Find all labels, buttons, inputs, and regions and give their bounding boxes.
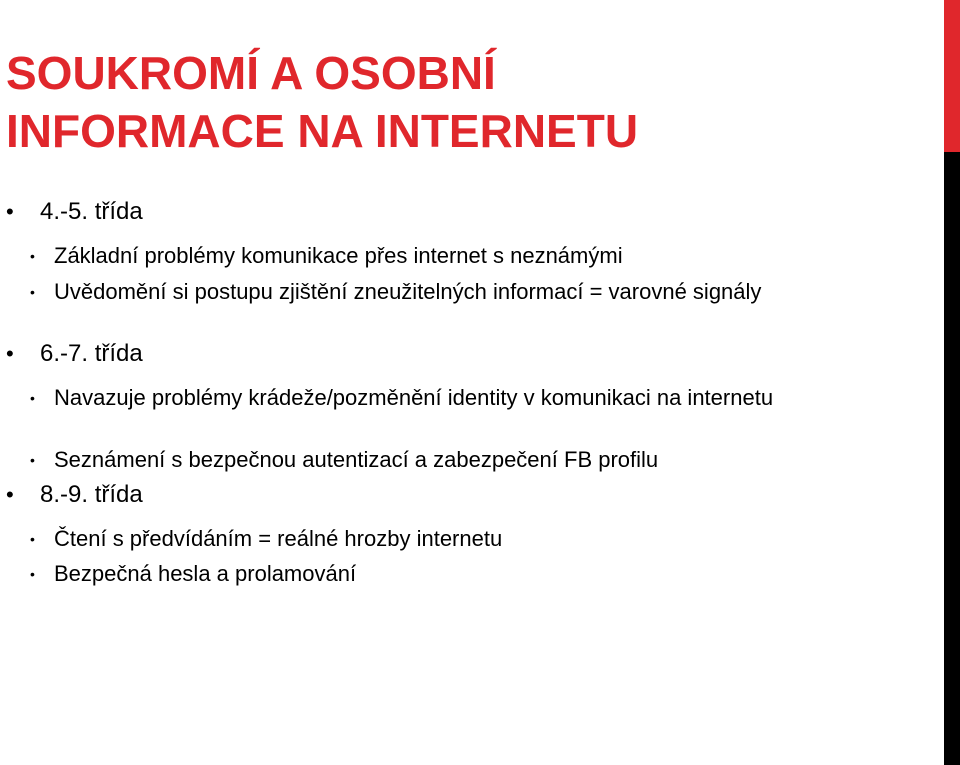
list-item: Seznámení s bezpečnou autentizací a zabezpečení FB profilu — [54, 447, 659, 472]
list-item: Bezpečná hesla a prolamování — [54, 561, 357, 586]
accent-bar-red — [944, 0, 960, 152]
bullet-dot: • — [30, 531, 35, 547]
bullet-dot: • — [30, 284, 35, 300]
bullet-dot: • — [6, 482, 14, 507]
bullet-dot: • — [30, 452, 35, 468]
bullet-dot: • — [30, 566, 35, 582]
list-item: Navazuje problémy krádeže/pozměnění identity v komunikaci na internetu — [54, 385, 774, 410]
bullet-dot: • — [6, 341, 14, 366]
slide-title-line-1: SOUKROMÍ A OSOBNÍ — [6, 47, 496, 99]
section-heading-grade-4-5: 4.-5. třída — [40, 198, 143, 225]
bullet-dot: • — [30, 248, 35, 264]
section-heading-grade-8-9: 8.-9. třída — [40, 481, 143, 508]
bullet-dot: • — [30, 390, 35, 406]
accent-bar-black — [944, 152, 960, 765]
slide-title-line-2: INFORMACE NA INTERNETU — [6, 105, 639, 157]
list-item: Uvědomění si postupu zjištění zneužitelných informací = varovné signály — [54, 279, 762, 304]
list-item: Základní problémy komunikace přes internet s neznámými — [54, 243, 623, 268]
bullet-dot: • — [6, 199, 14, 224]
section-heading-grade-6-7: 6.-7. třída — [40, 340, 143, 367]
list-item: Čtení s předvídáním = reálné hrozby internetu — [54, 526, 503, 551]
